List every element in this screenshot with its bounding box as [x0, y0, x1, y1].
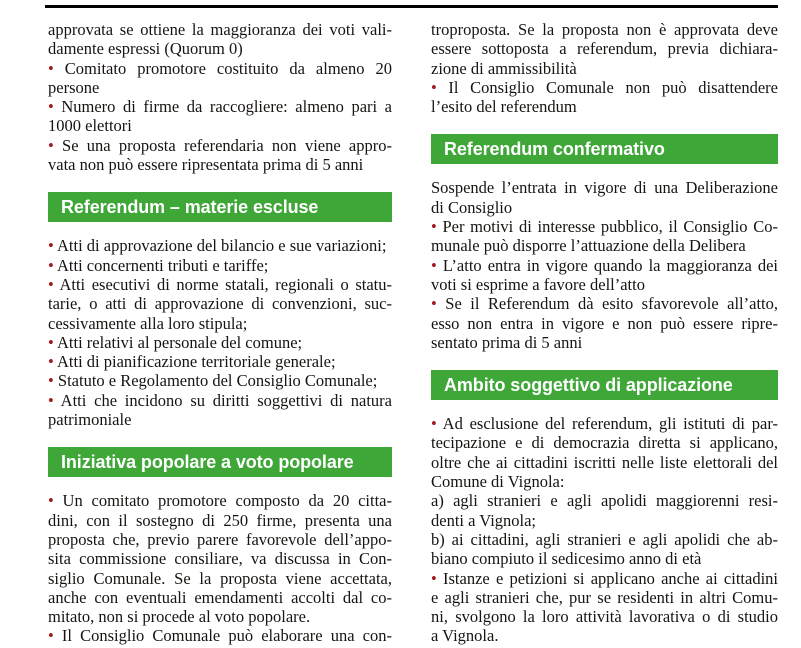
bullet-icon: • — [48, 491, 54, 511]
text-line: sita commissione consiliare, va discussa in Con- — [48, 549, 392, 569]
text-line: munale può disporre l’attuazione della Delibera — [431, 236, 746, 256]
bullet-icon: • — [48, 97, 54, 117]
text-line: troproposta. Se la proposta non è approvata deve — [431, 20, 778, 39]
bullet-icon: • — [48, 332, 54, 352]
text-line: • Il Consiglio Comunale può elaborare una con- — [48, 626, 392, 646]
top-rule — [45, 5, 778, 8]
paragraph — [48, 352, 392, 371]
section-header — [431, 134, 778, 164]
text-line: Sospende l’entrata in vigore di una Deliberazione — [431, 178, 778, 198]
paragraph — [48, 136, 392, 175]
paragraph — [48, 391, 392, 430]
paragraph — [431, 217, 778, 256]
text-line: • Se il Referendum dà esito sfavorevole all’atto, — [431, 294, 778, 314]
text-line: • Il Consiglio Comunale non può disattendere — [431, 77, 778, 97]
bullet-icon: • — [431, 294, 437, 314]
text-line: biano compiuto il sedicesimo anno di età — [431, 549, 702, 569]
text-line: tarie, o atti di approvazione di convenzioni, suc- — [48, 294, 392, 314]
text-line: • Atti di pianificazione territoriale generale; — [48, 352, 336, 372]
bullet-icon: • — [431, 77, 437, 97]
paragraph — [48, 491, 392, 626]
text-line: l’esito del referendum — [431, 97, 577, 117]
text-line: tecipazione e di democrazia diretta si applicano, — [431, 433, 778, 453]
text-line: • Atti concernenti tributi e tariffe; — [48, 255, 269, 275]
text-line: siglio Comunale. Se la proposta viene accettata, — [48, 568, 392, 588]
text-line: esso non entra in vigore e non può essere ripre- — [431, 313, 778, 333]
paragraph — [48, 371, 392, 390]
text-line: • Atti relativi al personale del comune; — [48, 332, 303, 352]
text-line: • L’atto entra in vigore quando la maggioranza dei — [431, 255, 778, 275]
text-line: persone — [48, 77, 100, 97]
bullet-icon: • — [48, 274, 54, 294]
bullet-icon: • — [48, 626, 54, 646]
text-line: ni, svolgono la loro attività lavorativa o di studio — [431, 607, 778, 627]
text-line: • Comitato promotore costituito da almeno 20 — [48, 58, 392, 78]
text-line: di Consiglio — [431, 197, 513, 217]
text-line: e agli stranieri che, pur se residenti in altri Comu- — [431, 587, 778, 607]
text-line: • Atti di approvazione del bilancio e sue variazioni; — [48, 236, 387, 256]
text-line: denti a Vignola; — [431, 510, 537, 530]
text-line: approvata se ottiene la maggioranza dei voti vali- — [48, 20, 392, 39]
text-line: mitato, non si procede al voto popolare. — [48, 607, 311, 627]
section-header-label: Referendum – materie escluse — [61, 197, 319, 218]
section-header — [431, 370, 778, 400]
text-line: damente espressi (Quorum 0) — [48, 39, 243, 59]
section-header-label: Iniziativa popolare a voto popolare — [61, 452, 354, 473]
paragraph — [431, 178, 778, 217]
text-line: a) agli stranieri e agli apolidi maggiorenni resi- — [431, 491, 778, 511]
text-line: patrimoniale — [48, 410, 132, 430]
text-line: • Istanze e petizioni si applicano anche ai cittadini — [431, 568, 778, 588]
text-line: Comune di Vignola: — [431, 472, 565, 492]
section-header-label: Referendum confermativo — [444, 139, 665, 160]
bullet-icon: • — [48, 236, 54, 256]
text-line: essere sottoposta a referendum, previa dichiara- — [431, 39, 778, 59]
text-columns — [48, 20, 778, 646]
paragraph — [431, 414, 778, 491]
paragraph — [431, 78, 778, 117]
paragraph — [48, 97, 392, 136]
bullet-icon: • — [48, 135, 54, 155]
text-line: b) ai cittadini, agli stranieri e agli apolidi che ab- — [431, 529, 778, 549]
column-left — [48, 20, 392, 646]
text-line: 1000 elettori — [48, 116, 132, 136]
text-line: • Un comitato promotore composto da 20 citta- — [48, 491, 392, 511]
text-line: • Statuto e Regolamento del Consiglio Comunale; — [48, 371, 378, 391]
text-line: voti si esprime a favore dell’atto — [431, 274, 645, 294]
text-line: proposta che, previo parere favorevole dell’appo- — [48, 529, 392, 549]
bullet-icon: • — [431, 414, 437, 434]
bullet-icon: • — [48, 58, 54, 78]
section-header-label: Ambito soggettivo di applicazione — [444, 375, 733, 396]
paragraph — [431, 294, 778, 352]
section-header — [48, 192, 392, 222]
bullet-icon: • — [48, 371, 54, 391]
paragraph — [48, 59, 392, 98]
text-line: dini, con il sostegno di 250 firme, presenta una — [48, 510, 392, 530]
paragraph — [48, 275, 392, 333]
text-line: • Numero di firme da raccogliere: almeno pari a — [48, 97, 392, 117]
text-line: anche con eventuali emendamenti accolti dal co- — [48, 587, 392, 607]
bullet-icon: • — [431, 568, 437, 588]
bullet-icon: • — [48, 352, 54, 372]
paragraph — [431, 569, 778, 646]
column-right — [431, 20, 778, 646]
paragraph — [431, 256, 778, 295]
bullet-icon: • — [431, 255, 437, 275]
bullet-icon: • — [431, 217, 437, 237]
paragraph — [48, 20, 392, 59]
bullet-icon: • — [48, 390, 54, 410]
paragraph — [48, 333, 392, 352]
paragraph — [431, 20, 778, 78]
paragraph — [431, 530, 778, 569]
text-line: • Ad esclusione del referendum, gli istituti di par- — [431, 414, 778, 434]
text-line: cessivamente alla loro stipula; — [48, 313, 248, 333]
paragraph — [48, 256, 392, 275]
text-line: • Per motivi di interesse pubblico, il Consiglio Co- — [431, 217, 778, 237]
text-line: oltre che ai cittadini iscritti nelle liste elettorali del — [431, 452, 778, 472]
text-line: sentato prima di 5 anni — [431, 332, 583, 352]
section-header — [48, 447, 392, 477]
text-line: zione di ammissibilità — [431, 58, 577, 78]
text-line: • Se una proposta referendaria non viene appro- — [48, 135, 392, 155]
text-line: • Atti esecutivi di norme statali, regionali o statu- — [48, 274, 392, 294]
paragraph — [48, 626, 392, 645]
bullet-icon: • — [48, 255, 54, 275]
text-line: vata non può essere ripresentata prima di 5 anni — [48, 155, 364, 175]
text-line: • Atti che incidono su diritti soggettivi di natura — [48, 390, 392, 410]
text-line: a Vignola. — [431, 626, 499, 646]
paragraph — [431, 491, 778, 530]
paragraph — [48, 236, 392, 255]
